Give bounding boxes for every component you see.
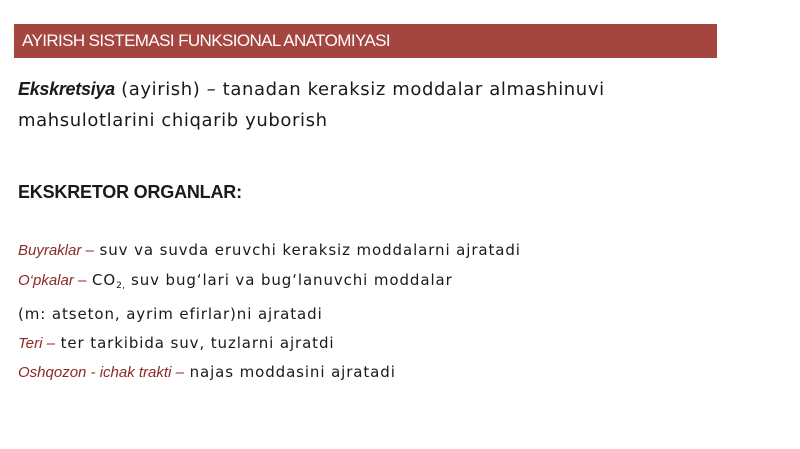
organ-list <box>18 236 778 388</box>
organ-name: O‘pkalar – <box>18 271 87 289</box>
definition-text-line2: mahsulotlarini chiqarib yuborish <box>18 110 328 131</box>
organ-description-cont: suv bug‘lari va bug‘lanuvchi moddalar <box>125 270 453 289</box>
definition-block <box>18 74 778 136</box>
organ-description: CO <box>86 270 117 289</box>
list-item <box>18 358 778 388</box>
organ-name: Teri – <box>18 334 55 352</box>
list-item <box>18 266 778 329</box>
section-heading: EKSKRETOR ORGANLAR: <box>18 182 242 202</box>
organ-description: ter tarkibida suv, tuzlarni ajratdi <box>54 333 335 352</box>
organ-name: Buyraklar – <box>18 242 94 259</box>
slide-title: AYIRISH SISTEMASI FUNKSIONAL ANATOMIYASI <box>22 31 391 50</box>
organ-description-line2: (m: atseton, ayrim efirlar)ni ajratadi <box>18 305 323 323</box>
title-banner <box>14 24 717 58</box>
list-item <box>18 236 778 266</box>
definition-text-line1: (ayirish) – tanadan keraksiz moddalar almashinuvi <box>114 79 605 100</box>
organ-description: najas moddasini ajratadi <box>183 363 396 381</box>
definition-term: Ekskretsiya <box>18 79 115 99</box>
organ-description: suv va suvda eruvchi keraksiz moddalarni ajratadi <box>93 241 521 259</box>
organ-name: Oshqozon - ichak trakti – <box>18 364 184 381</box>
formula-subscript: 2, <box>116 280 126 291</box>
list-item <box>18 329 778 359</box>
